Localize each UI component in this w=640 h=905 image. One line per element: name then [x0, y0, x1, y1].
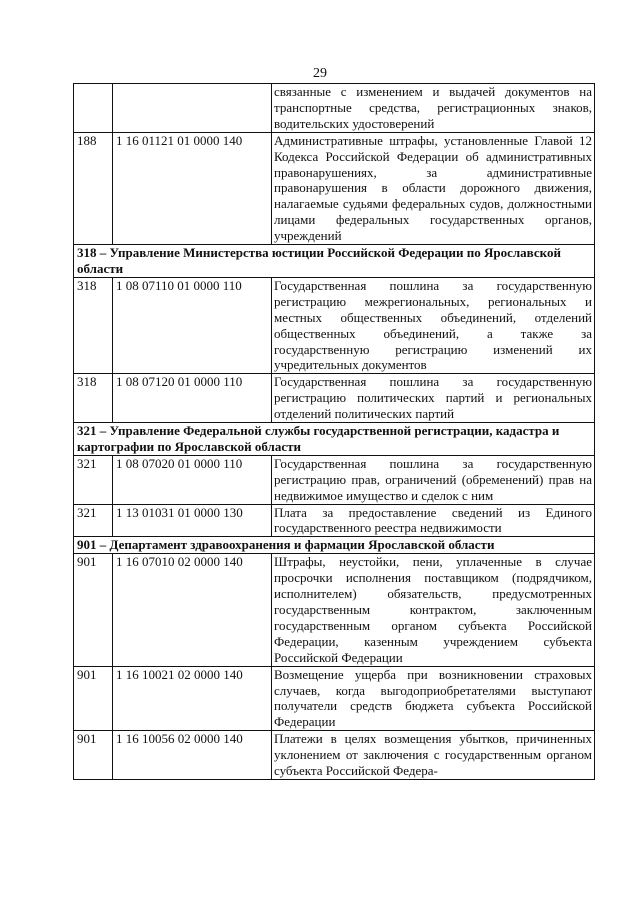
income-codes-table	[73, 83, 595, 780]
admin-code-cell: 321	[74, 504, 113, 537]
admin-code-cell: 901	[74, 731, 113, 780]
budget-code-cell: 1 16 10021 02 0000 140	[113, 666, 272, 731]
budget-code-cell: 1 16 07010 02 0000 140	[113, 554, 272, 666]
section-header-row	[74, 245, 595, 278]
table-row	[74, 666, 595, 731]
table-row	[74, 374, 595, 423]
budget-code-cell: 1 08 07120 01 0000 110	[113, 374, 272, 423]
admin-code-cell	[74, 84, 113, 133]
table-body	[74, 84, 595, 780]
budget-code-cell: 1 16 01121 01 0000 140	[113, 132, 272, 244]
table-row	[74, 455, 595, 504]
description-cell: Государственная пошлина за государственную регистрацию межрегиональных, региональных и местных общественных объединений, отделений общественных объединений, а также за государственную регистрацию изменений их учредительных документов	[272, 277, 595, 373]
section-header-row	[74, 423, 595, 456]
section-title: 318 – Управление Министерства юстиции Российской Федерации по Ярославской области	[74, 245, 595, 278]
table-row	[74, 277, 595, 373]
page-number: 29	[313, 66, 327, 81]
admin-code-cell: 321	[74, 455, 113, 504]
table-row	[74, 554, 595, 666]
description-cell: Возмещение ущерба при возникновении страховых случаев, когда выгодоприобретателями выступают получатели средств бюджета субъекта Российской Федерации	[272, 666, 595, 731]
budget-code-cell	[113, 84, 272, 133]
section-title: 901 – Департамент здравоохранения и фармации Ярославской области	[74, 537, 595, 554]
table-row	[74, 504, 595, 537]
budget-code-cell: 1 16 10056 02 0000 140	[113, 731, 272, 780]
section-title: 321 – Управление Федеральной службы государственной регистрации, кадастра и картографии по Ярославской области	[74, 423, 595, 456]
admin-code-cell: 188	[74, 132, 113, 244]
admin-code-cell: 901	[74, 666, 113, 731]
section-header-row	[74, 537, 595, 554]
description-cell: Платежи в целях возмещения убытков, причиненных уклонением от заключения с государственным органом субъекта Российской Федера-	[272, 731, 595, 780]
admin-code-cell: 318	[74, 277, 113, 373]
description-cell: связанные с изменением и выдачей документов на транспортные средства, регистрационных знаков, водительских удостоверений	[272, 84, 595, 133]
budget-code-cell: 1 13 01031 01 0000 130	[113, 504, 272, 537]
description-cell: Государственная пошлина за государственную регистрацию политических партий и региональных отделений политических партий	[272, 374, 595, 423]
budget-code-cell: 1 08 07110 01 0000 110	[113, 277, 272, 373]
budget-code-cell: 1 08 07020 01 0000 110	[113, 455, 272, 504]
admin-code-cell: 901	[74, 554, 113, 666]
description-cell: Государственная пошлина за государственную регистрацию прав, ограничений (обременений) прав на недвижимое имущество и сделок с ним	[272, 455, 595, 504]
admin-code-cell: 318	[74, 374, 113, 423]
table-row	[74, 132, 595, 244]
description-cell: Плата за предоставление сведений из Единого государственного реестра недвижимости	[272, 504, 595, 537]
description-cell: Штрафы, неустойки, пени, уплаченные в случае просрочки исполнения поставщиком (подрядчиком, исполнителем) обязательств, предусмотренных государственным контрактом, заключенным государственным органом субъекта Российской Федерации, казенным учреждением субъекта Российской Федерации	[272, 554, 595, 666]
table-row	[74, 84, 595, 133]
table-row	[74, 731, 595, 780]
description-cell: Административные штрафы, установленные Главой 12 Кодекса Российской Федерации об административных правонарушениях, за административные правонарушения в области дорожного движения, налагаемые судьями федеральных судов, должностными лицами федеральных государственных органов, учреждений	[272, 132, 595, 244]
